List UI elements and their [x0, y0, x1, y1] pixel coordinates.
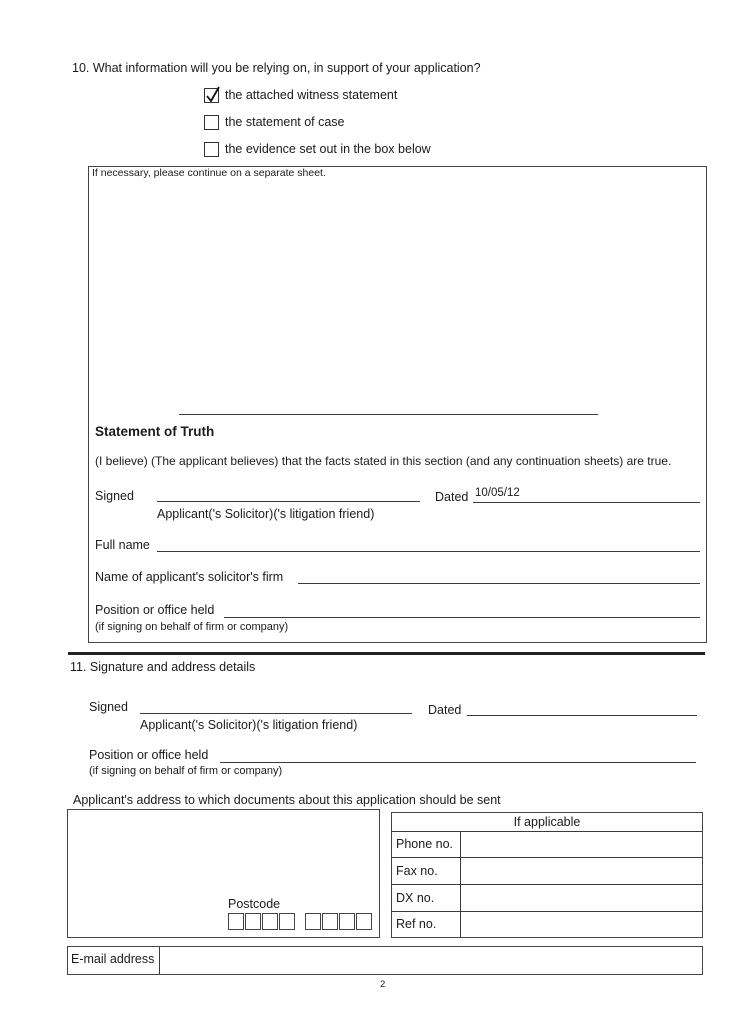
page-number: 2 — [380, 979, 386, 990]
statement-of-truth-heading: Statement of Truth — [95, 424, 215, 439]
truth-position-sublabel: (if signing on behalf of firm or company) — [95, 621, 289, 633]
table-column-rule — [460, 832, 461, 937]
checkbox-witness-statement[interactable] — [204, 88, 219, 103]
truth-signature-field[interactable] — [157, 501, 420, 502]
postcode-char-box[interactable] — [356, 913, 372, 930]
statement-of-truth-text: (I believe) (The applicant believes) that the facts stated in this section (and any continuation sheets) are true. — [95, 454, 672, 468]
option-statement-of-case-label: the statement of case — [225, 115, 345, 129]
evidence-text-area[interactable] — [93, 180, 702, 405]
truth-date-field[interactable] — [473, 502, 700, 503]
table-rule — [391, 884, 703, 885]
continue-note: If necessary, please continue on a separate sheet. — [92, 167, 326, 179]
q11-signature-field[interactable] — [140, 713, 412, 714]
postcode-char-box[interactable] — [262, 913, 278, 930]
truth-signed-label: Signed — [95, 489, 134, 503]
fax-label: Fax no. — [396, 864, 438, 878]
email-label: E-mail address — [71, 952, 155, 966]
phone-field[interactable] — [462, 833, 702, 857]
q11-signed-sublabel: Applicant('s Solicitor)('s litigation friend) — [140, 718, 358, 732]
dx-field[interactable] — [462, 886, 702, 911]
q11-date-field[interactable] — [467, 715, 697, 716]
truth-dated-label: Dated — [435, 490, 469, 504]
full-name-field[interactable] — [157, 551, 700, 552]
truth-date-value: 10/05/12 — [475, 487, 520, 499]
postcode-char-box[interactable] — [228, 913, 244, 930]
option-witness-statement-label: the attached witness statement — [225, 88, 398, 102]
table-rule — [391, 857, 703, 858]
truth-signed-sublabel: Applicant('s Solicitor)('s litigation friend) — [157, 507, 375, 521]
postcode-char-box[interactable] — [279, 913, 295, 930]
q11-signed-label: Signed — [89, 700, 128, 714]
q11-position-field[interactable] — [220, 762, 696, 763]
table-rule — [391, 831, 703, 832]
q11-dated-label: Dated — [428, 703, 462, 717]
ref-field[interactable] — [462, 913, 702, 937]
section-divider — [68, 652, 705, 655]
postcode-char-box[interactable] — [322, 913, 338, 930]
ref-label: Ref no. — [396, 917, 437, 931]
if-applicable-header: If applicable — [513, 815, 581, 829]
checkbox-statement-of-case[interactable] — [204, 115, 219, 130]
truth-position-label: Position or office held — [95, 603, 215, 617]
q11-position-label: Position or office held — [89, 748, 209, 762]
postcode-char-box[interactable] — [305, 913, 321, 930]
postcode-char-box[interactable] — [339, 913, 355, 930]
table-rule — [391, 911, 703, 912]
fax-field[interactable] — [462, 859, 702, 884]
dx-label: DX no. — [396, 891, 435, 905]
section-11-heading: 11. Signature and address details — [70, 660, 256, 674]
checkmark-icon — [205, 86, 221, 104]
full-name-label: Full name — [95, 538, 150, 552]
address-instruction: Applicant's address to which documents about this application should be sent — [73, 793, 501, 807]
postcode-char-box[interactable] — [245, 913, 261, 930]
solicitor-firm-field[interactable] — [298, 583, 700, 584]
option-evidence-below-label: the evidence set out in the box below — [225, 142, 431, 156]
phone-label: Phone no. — [396, 837, 453, 851]
evidence-divider — [179, 414, 598, 415]
checkbox-evidence-below[interactable] — [204, 142, 219, 157]
question-10-text: 10. What information will you be relying on, in support of your application? — [72, 61, 481, 75]
email-field[interactable] — [161, 947, 702, 974]
q11-position-sublabel: (if signing on behalf of firm or company) — [89, 765, 283, 777]
postcode-label: Postcode — [228, 897, 281, 911]
truth-position-field[interactable] — [224, 617, 700, 618]
email-divider — [159, 947, 160, 974]
solicitor-firm-label: Name of applicant's solicitor's firm — [95, 570, 284, 584]
